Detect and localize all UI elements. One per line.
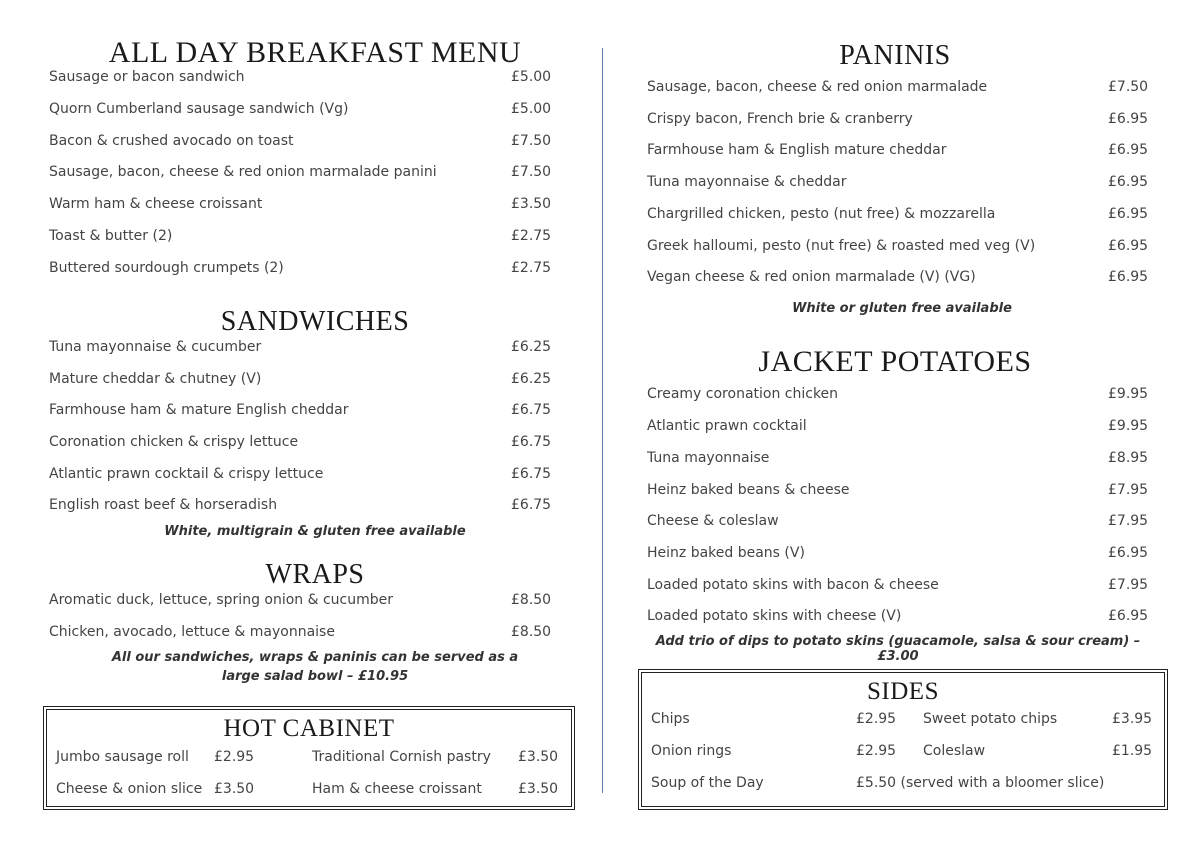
menu-item-price: £6.95 (1108, 608, 1149, 624)
menu-item-price: £6.75 (511, 497, 552, 513)
menu-item-price: £8.50 (511, 592, 552, 608)
menu-item-name: English roast beef & horseradish (49, 497, 278, 513)
menu-item-price: £6.25 (511, 339, 552, 355)
menu-item-name: Warm ham & cheese croissant (49, 196, 263, 212)
menu-item-name: Creamy coronation chicken (647, 386, 839, 402)
menu-item-name: Sweet potato chips (923, 711, 1058, 727)
salad-bowl-note: All our sandwiches, wraps & paninis can be served as a (111, 650, 519, 665)
paninis-note: White or gluten free available (792, 301, 1012, 316)
menu-item-name: Jumbo sausage roll (56, 749, 189, 765)
menu-item-name: Sausage, bacon, cheese & red onion marmalade (647, 79, 988, 95)
menu-item-name: Chicken, avocado, lettuce & mayonnaise (49, 624, 335, 640)
menu-item-price: £7.50 (511, 133, 552, 149)
menu-item-price: £6.75 (511, 402, 552, 418)
menu-item-name: Sausage, bacon, cheese & red onion marmalade panini (49, 164, 437, 180)
breakfast-title: ALL DAY BREAKFAST MENU (108, 36, 522, 69)
menu-item-price: £3.50 (511, 196, 552, 212)
menu-item-price: £8.95 (1108, 450, 1149, 466)
hot-cabinet-box (43, 706, 575, 810)
menu-item-name: Heinz baked beans (V) (647, 545, 805, 561)
menu-item-price: £6.75 (511, 434, 552, 450)
menu-item-name: Atlantic prawn cocktail (647, 418, 807, 434)
menu-item-name: Chargrilled chicken, pesto (nut free) & mozzarella (647, 206, 996, 222)
menu-item-price: £3.95 (1112, 711, 1153, 727)
paninis-title: PANINIS (839, 40, 951, 71)
menu-item-name: Cheese & onion slice (56, 781, 203, 797)
menu-item-name: Farmhouse ham & English mature cheddar (647, 142, 947, 158)
menu-item-name: Cheese & coleslaw (647, 513, 779, 529)
sides-box (638, 669, 1168, 810)
menu-item-price: £2.75 (511, 260, 552, 276)
menu-item-price: £2.75 (511, 228, 552, 244)
menu-item-price: £8.50 (511, 624, 552, 640)
menu-item-price: £3.50 (518, 781, 559, 797)
menu-item-name: Onion rings (651, 743, 732, 759)
menu-item-name: Loaded potato skins with bacon & cheese (647, 577, 939, 593)
menu-item-name: Atlantic prawn cocktail & crispy lettuce (49, 466, 324, 482)
menu-item-price: £9.95 (1108, 386, 1149, 402)
menu-item-price: £9.95 (1108, 418, 1149, 434)
menu-item-price: £6.95 (1108, 269, 1149, 285)
menu-item-price: £6.95 (1108, 206, 1149, 222)
menu-item-name: Loaded potato skins with cheese (V) (647, 608, 902, 624)
potato-skins-dips-note: Add trio of dips to potato skins (guacamole, salsa & sour cream) – £3.00 (655, 634, 1141, 664)
column-divider (602, 48, 603, 793)
menu-item-price: £7.50 (1108, 79, 1149, 95)
menu-item-price: £5.50 (served with a bloomer slice) (856, 775, 1105, 791)
menu-item-name: Sausage or bacon sandwich (49, 69, 245, 85)
menu-item-name: Coronation chicken & crispy lettuce (49, 434, 299, 450)
menu-item-price: £6.95 (1108, 545, 1149, 561)
menu-item-name: Quorn Cumberland sausage sandwich (Vg) (49, 101, 349, 117)
sandwiches-title: SANDWICHES (220, 306, 410, 337)
menu-item-name: Farmhouse ham & mature English cheddar (49, 402, 349, 418)
menu-item-name: Tuna mayonnaise & cheddar (647, 174, 847, 190)
menu-item-name: Chips (651, 711, 690, 727)
menu-item-name: Mature cheddar & chutney (V) (49, 371, 262, 387)
menu-item-name: Bacon & crushed avocado on toast (49, 133, 294, 149)
menu-item-price: £5.00 (511, 101, 552, 117)
menu-item-name: Toast & butter (2) (49, 228, 173, 244)
menu-item-price: £6.95 (1108, 111, 1149, 127)
menu-item-name: Soup of the Day (651, 775, 764, 791)
salad-bowl-note-price: large salad bowl – £10.95 (221, 669, 409, 684)
menu-item-price: £3.50 (214, 781, 255, 797)
menu-item-price: £6.75 (511, 466, 552, 482)
sandwiches-note: White, multigrain & gluten free available (164, 524, 466, 539)
menu-item-name: Buttered sourdough crumpets (2) (49, 260, 284, 276)
menu-item-price: £3.50 (518, 749, 559, 765)
menu-item-price: £2.95 (856, 711, 897, 727)
menu-item-price: £1.95 (1112, 743, 1153, 759)
menu-item-name: Greek halloumi, pesto (nut free) & roasted med veg (V) (647, 238, 1036, 254)
menu-item-price: £7.95 (1108, 577, 1149, 593)
menu-item-name: Aromatic duck, lettuce, spring onion & cucumber (49, 592, 394, 608)
jacket-potatoes-title: JACKET POTATOES (758, 345, 1032, 378)
menu-item-price: £6.95 (1108, 174, 1149, 190)
menu-item-name: Coleslaw (923, 743, 986, 759)
menu-item-name: Crispy bacon, French brie & cranberry (647, 111, 913, 127)
menu-item-name: Heinz baked beans & cheese (647, 482, 850, 498)
menu-item-price: £7.95 (1108, 482, 1149, 498)
menu-item-price: £2.95 (856, 743, 897, 759)
menu-item-price: £6.95 (1108, 238, 1149, 254)
menu-item-price: £7.95 (1108, 513, 1149, 529)
menu-item-price: £6.25 (511, 371, 552, 387)
wraps-title: WRAPS (265, 559, 365, 590)
menu-item-name: Vegan cheese & red onion marmalade (V) (VG) (647, 269, 976, 285)
menu-item-name: Ham & cheese croissant (312, 781, 482, 797)
menu-item-price: £7.50 (511, 164, 552, 180)
menu-item-name: Traditional Cornish pastry (312, 749, 491, 765)
menu-item-price: £6.95 (1108, 142, 1149, 158)
menu-item-name: Tuna mayonnaise & cucumber (49, 339, 262, 355)
menu-item-price: £5.00 (511, 69, 552, 85)
menu-item-name: Tuna mayonnaise (647, 450, 770, 466)
sides-title: SIDES (867, 678, 939, 705)
menu-item-price: £2.95 (214, 749, 255, 765)
hot-cabinet-title: HOT CABINET (223, 715, 395, 742)
